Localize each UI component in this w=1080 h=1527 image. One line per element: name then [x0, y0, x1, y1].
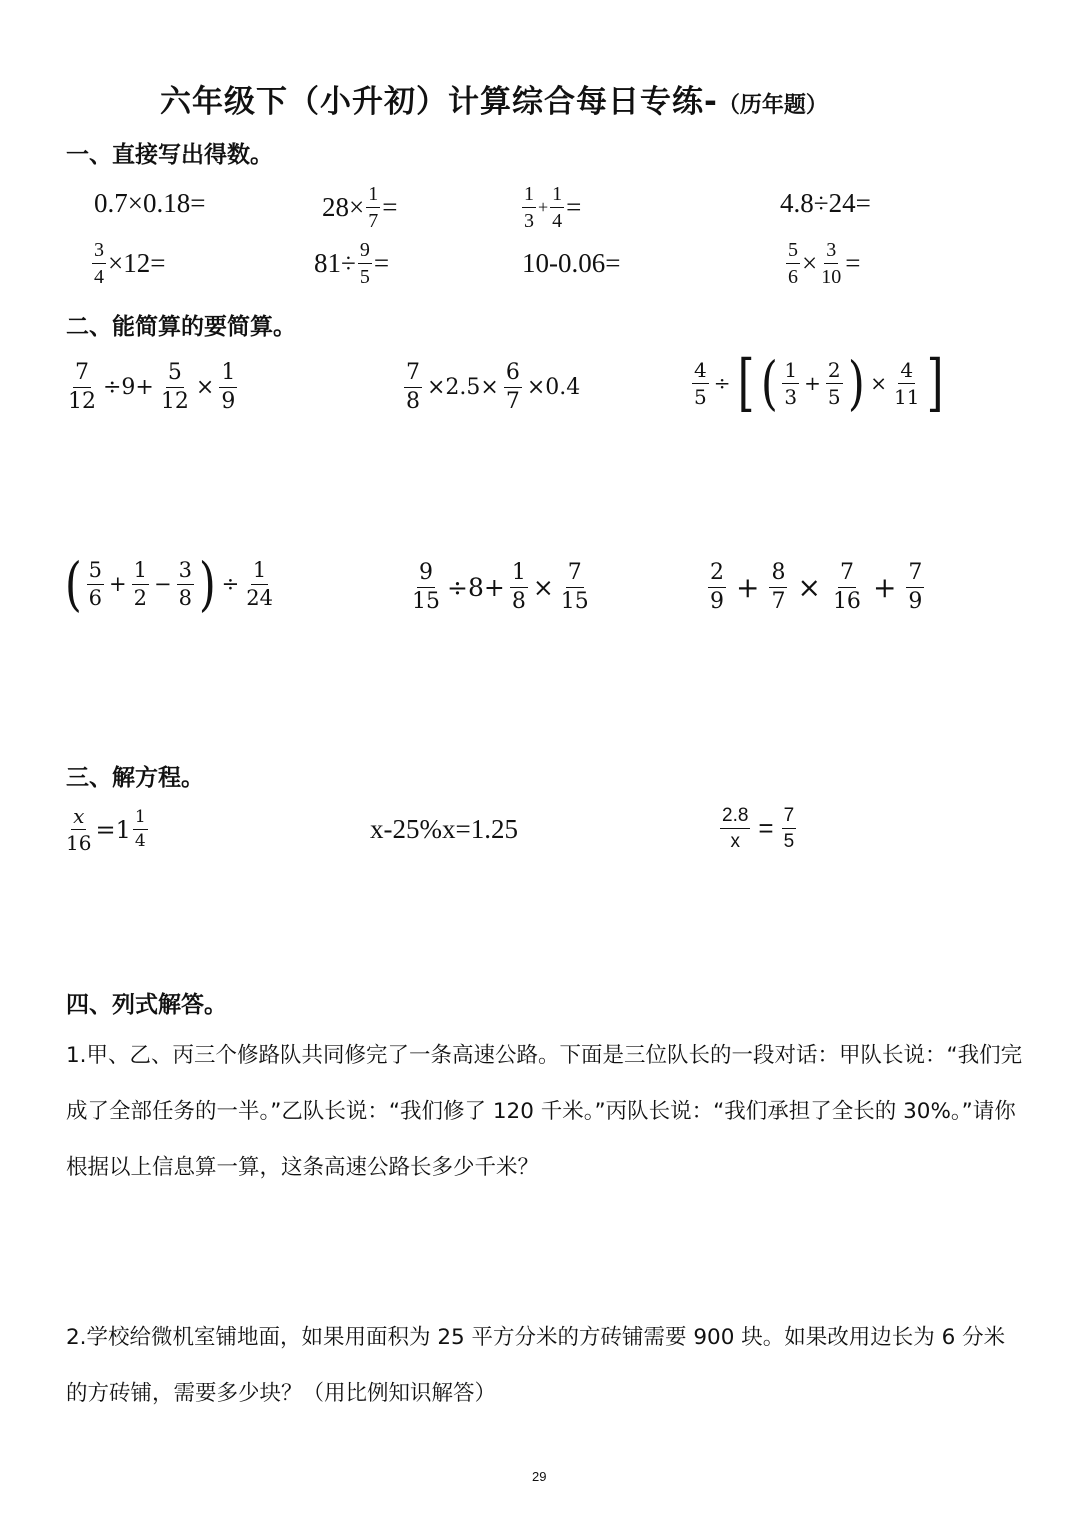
frac-den: 12 [68, 389, 96, 414]
frac [404, 362, 422, 413]
frac-num: 1 [251, 560, 268, 585]
s1-f-eq: = [373, 248, 390, 278]
frac [219, 362, 237, 413]
s2-problem-5 [408, 562, 593, 613]
frac-num: 5 [786, 240, 800, 264]
s1-b-frac [366, 184, 380, 231]
frac-num: 9 [358, 240, 372, 264]
operator: ×0.4 [526, 375, 581, 400]
frac-den: 3 [524, 210, 534, 232]
frac-num: 6 [504, 362, 522, 388]
frac [708, 562, 726, 613]
frac-num: 8 [769, 562, 787, 588]
frac-num: 7 [838, 562, 856, 588]
s1-item-f [314, 240, 389, 287]
frac-num: 4 [694, 357, 707, 382]
s1-e-frac [92, 240, 106, 287]
s1-item-e [90, 240, 165, 287]
s3-equation-1 [62, 806, 150, 853]
frac-den: 8 [178, 585, 192, 610]
operator: + [736, 571, 760, 604]
frac-num: x [73, 804, 85, 828]
s1-d-text: 4.8÷24= [780, 188, 871, 218]
frac [831, 562, 863, 613]
frac-den: 16 [66, 831, 92, 855]
operator: + [109, 572, 127, 596]
s1-h-op: × [802, 248, 818, 278]
s2-problem-2 [402, 362, 583, 413]
s1-b-int: 28× [322, 192, 365, 222]
section-2-heading: 二、能简算的要简算。 [66, 314, 296, 340]
frac [892, 357, 921, 409]
left-paren: ( [760, 349, 778, 417]
frac [906, 562, 924, 613]
operator: × [797, 571, 821, 604]
frac-num: 7 [782, 806, 797, 829]
word-problem-2: 2.学校给微机室铺地面，如果用面积为 25 平方分米的方砖铺需要 900 块。如果改用边长为 6 分米的方砖铺，需要多少块？（用比例知识解答） [66, 1325, 1006, 1406]
s2-problem-4 [62, 550, 277, 618]
frac [87, 557, 104, 610]
s1-c-frac2 [550, 184, 564, 231]
s1-item-b [322, 184, 397, 231]
s1-item-h [784, 240, 860, 287]
frac-den: 9 [221, 389, 236, 414]
s3-equation-3 [718, 806, 798, 851]
frac-den: 24 [246, 585, 273, 610]
s1-h-frac1 [786, 240, 800, 287]
left-bracket: [ [737, 346, 755, 419]
page-title [160, 76, 828, 121]
frac-num: 2.8 [720, 806, 750, 829]
title-main: 六年级下（小升初）计算综合每日专练- [160, 84, 718, 120]
s2-problem-1 [64, 362, 239, 413]
frac [410, 562, 442, 613]
frac-num: 7 [906, 562, 924, 588]
frac-num: 7 [73, 362, 91, 388]
frac-num: 1 [784, 357, 798, 382]
operator: ÷9+ [103, 375, 154, 400]
frac-num: 1 [550, 184, 564, 208]
title-sub: （历年题） [717, 92, 828, 118]
operator: ÷8+ [447, 573, 505, 602]
frac [510, 562, 528, 613]
operator: × [532, 573, 554, 602]
frac [782, 806, 797, 851]
operator: × [195, 375, 215, 400]
frac-den: 11 [893, 384, 920, 409]
left-paren: ( [64, 550, 82, 618]
s1-item-a [94, 188, 205, 219]
frac-den: 5 [359, 266, 370, 288]
s1-item-d [780, 188, 871, 219]
operator: + [804, 371, 821, 395]
operator: ÷ [221, 572, 240, 596]
frac-den: 4 [552, 210, 563, 232]
section-1-heading: 一、直接写出得数。 [66, 142, 273, 168]
s1-e-rest: ×12= [108, 248, 166, 278]
s1-item-c [520, 184, 581, 231]
frac-num: 1 [366, 184, 380, 208]
s1-c-eq: = [566, 192, 582, 222]
frac-den: 4 [134, 831, 146, 851]
frac-den: x [730, 831, 740, 852]
s1-g-text: 10-0.06= [522, 248, 621, 278]
frac [720, 806, 750, 851]
s1-h-eq: = [845, 248, 861, 278]
frac-num: 4 [900, 357, 914, 382]
equals: = [758, 813, 774, 843]
frac-den: 5 [783, 831, 795, 852]
frac [782, 357, 799, 409]
frac-den: 5 [694, 384, 707, 409]
frac-den: 16 [832, 589, 861, 614]
equals-whole: =1 [95, 815, 131, 844]
frac-num: 1 [522, 184, 536, 208]
section-3-heading: 三、解方程。 [66, 765, 204, 791]
frac-num: 7 [404, 362, 422, 388]
frac-num: 3 [177, 560, 194, 585]
frac [132, 557, 149, 610]
operator: + [872, 571, 897, 604]
frac-num: 1 [132, 560, 149, 585]
frac-den: 12 [160, 389, 189, 414]
frac-den: 7 [771, 589, 786, 614]
frac-den: 4 [94, 266, 104, 288]
frac-den: 10 [821, 266, 842, 288]
frac [244, 557, 275, 610]
frac-num: 5 [166, 362, 184, 388]
s3-e2-text: x-25%x=1.25 [370, 814, 518, 844]
frac-num: 1 [133, 809, 148, 830]
frac-den: 15 [560, 589, 589, 614]
frac-num: 5 [87, 560, 104, 585]
right-paren: ) [198, 550, 216, 618]
frac-num: 2 [708, 562, 726, 588]
s1-item-g [522, 248, 620, 279]
frac-den: 8 [511, 589, 526, 614]
frac-num: 7 [566, 562, 584, 588]
frac [559, 562, 591, 613]
frac-den: 2 [133, 585, 147, 610]
frac-den: 9 [908, 589, 923, 614]
frac [769, 562, 787, 613]
frac-den: 5 [827, 384, 841, 409]
frac-den: 6 [788, 266, 798, 288]
frac [826, 357, 843, 409]
frac-den: 9 [710, 589, 724, 614]
s1-f-frac [358, 240, 372, 287]
s1-h-frac2 [819, 240, 843, 287]
s1-a-text: 0.7×0.18= [94, 188, 206, 218]
frac-den: 6 [88, 585, 103, 610]
frac-den: 15 [412, 589, 440, 614]
section-4-heading: 四、列式解答。 [66, 992, 227, 1018]
frac [64, 806, 93, 853]
frac-den: 8 [406, 389, 420, 414]
frac-den: 7 [505, 389, 520, 414]
s1-c-op: + [538, 197, 549, 217]
right-bracket: ] [927, 346, 945, 419]
right-paren: ) [847, 349, 865, 417]
frac-den: 3 [784, 384, 798, 409]
frac [133, 809, 148, 850]
page-number: 29 [532, 1469, 547, 1484]
operator: ×2.5× [427, 375, 499, 400]
s2-problem-6 [706, 562, 926, 613]
frac-num: 3 [824, 240, 838, 264]
frac [504, 362, 522, 413]
frac-num: 1 [219, 362, 237, 388]
frac [159, 362, 191, 413]
operator: × [870, 371, 887, 395]
s2-problem-3 [690, 346, 948, 419]
word-problem-1: 1.甲、乙、丙三个修路队共同修完了一条高速公路。下面是三位队长的一段对话：甲队长说：“我们完成了全部任务的一半。”乙队长说：“我们修了 120 千米。”丙队长说：“我们承担了全长的 30%。”请你根据以上信息算一算，这条高速公路长多少千米？ [66, 1043, 1023, 1180]
operator: − [154, 572, 172, 596]
operator: ÷ [713, 371, 731, 395]
frac-den: 7 [368, 210, 379, 232]
s1-b-eq: = [382, 192, 398, 222]
frac-num: 1 [510, 562, 528, 588]
frac-num: 2 [827, 357, 841, 382]
frac [692, 357, 709, 409]
frac [66, 362, 98, 413]
s3-equation-2 [370, 814, 518, 845]
frac-num: 9 [417, 562, 435, 588]
frac-num: 3 [92, 240, 106, 264]
s1-c-frac1 [522, 184, 536, 231]
s1-f-int: 81÷ [314, 248, 356, 278]
frac [177, 557, 194, 610]
